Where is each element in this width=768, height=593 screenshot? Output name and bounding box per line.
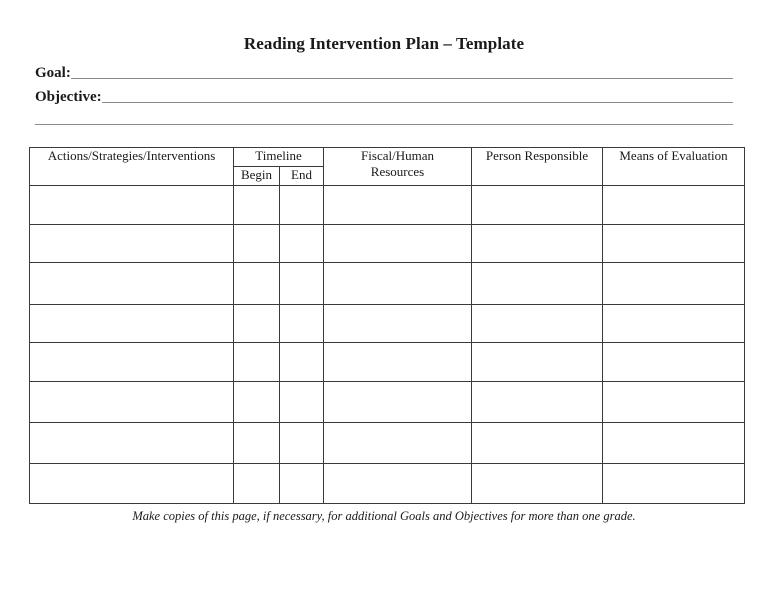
cell-actions[interactable] [30,225,234,263]
cell-fiscal[interactable] [324,464,472,504]
cell-actions[interactable] [30,305,234,343]
cell-person[interactable] [472,343,603,382]
cell-actions[interactable] [30,263,234,305]
cell-end[interactable] [280,225,324,263]
cell-actions[interactable] [30,382,234,423]
cell-begin[interactable] [234,225,280,263]
cell-person[interactable] [472,423,603,464]
cell-person[interactable] [472,464,603,504]
cell-means[interactable] [603,423,745,464]
table-row [30,343,745,382]
cell-end[interactable] [280,464,324,504]
goal-label: Goal: [35,65,71,81]
header-person-responsible: Person Responsible [472,148,603,186]
objective-field-row [35,88,733,105]
objective-input-line[interactable] [102,88,733,103]
cell-begin[interactable] [234,464,280,504]
header-timeline: Timeline [234,148,324,167]
cell-means[interactable] [603,382,745,423]
header-end: End [280,167,324,186]
header-actions: Actions/Strategies/Interventions [30,148,234,186]
cell-begin[interactable] [234,343,280,382]
cell-begin[interactable] [234,186,280,225]
cell-end[interactable] [280,263,324,305]
cell-end[interactable] [280,343,324,382]
cell-actions[interactable] [30,186,234,225]
cell-person[interactable] [472,382,603,423]
cell-person[interactable] [472,263,603,305]
cell-actions[interactable] [30,423,234,464]
cell-end[interactable] [280,305,324,343]
cell-fiscal[interactable] [324,382,472,423]
cell-begin[interactable] [234,305,280,343]
cell-means[interactable] [603,186,745,225]
table-row [30,464,745,504]
cell-person[interactable] [472,225,603,263]
cell-person[interactable] [472,305,603,343]
goal-field-row [35,64,733,81]
header-means-of-evaluation: Means of Evaluation [603,148,745,186]
cell-fiscal[interactable] [324,305,472,343]
objective-label: Objective: [35,89,102,105]
cell-means[interactable] [603,225,745,263]
table-row [30,225,745,263]
header-begin: Begin [234,167,280,186]
cell-begin[interactable] [234,423,280,464]
cell-fiscal[interactable] [324,225,472,263]
cell-end[interactable] [280,186,324,225]
cell-fiscal[interactable] [324,186,472,225]
table-header-row [30,148,745,167]
table-row [30,186,745,225]
footer-note: Make copies of this page, if necessary, for additional Goals and Objectives for more than one grade. [132,509,636,523]
cell-end[interactable] [280,382,324,423]
cell-person[interactable] [472,186,603,225]
cell-means[interactable] [603,464,745,504]
cell-actions[interactable] [30,464,234,504]
cell-end[interactable] [280,423,324,464]
cell-means[interactable] [603,305,745,343]
intervention-plan-table [29,147,745,504]
cell-fiscal[interactable] [324,263,472,305]
header-fiscal-human-resources: Fiscal/Human Resources [324,148,472,186]
cell-fiscal[interactable] [324,343,472,382]
page-title: Reading Intervention Plan – Template [243,34,525,53]
objective-continuation-line[interactable] [35,124,733,125]
cell-means[interactable] [603,263,745,305]
table-row [30,263,745,305]
cell-begin[interactable] [234,263,280,305]
cell-fiscal[interactable] [324,423,472,464]
cell-means[interactable] [603,343,745,382]
table-row [30,382,745,423]
cell-begin[interactable] [234,382,280,423]
cell-actions[interactable] [30,343,234,382]
table-row [30,423,745,464]
goal-input-line[interactable] [71,64,733,79]
table-row [30,305,745,343]
